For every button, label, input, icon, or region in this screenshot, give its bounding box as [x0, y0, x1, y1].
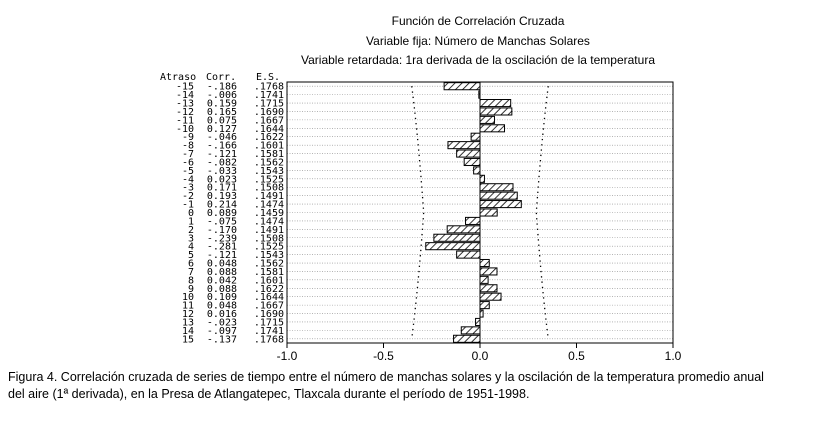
se-label: .1543	[253, 250, 284, 262]
se-label: .1581	[253, 149, 284, 161]
x-tick-label: -1.0	[276, 349, 298, 363]
se-label: .1622	[253, 283, 284, 295]
corr-label: 0.171	[206, 182, 237, 194]
se-label: .1508	[253, 233, 284, 245]
lag-label: -11	[175, 115, 194, 127]
lag-label: -13	[175, 98, 194, 110]
bar	[474, 167, 480, 174]
lag-label: -7	[181, 149, 194, 161]
bar	[480, 268, 497, 275]
se-label: .1508	[253, 182, 284, 194]
lag-label: 1	[187, 216, 194, 228]
se-label: .1491	[253, 191, 284, 203]
se-label: .1741	[253, 90, 284, 102]
se-label: .1459	[253, 208, 284, 219]
corr-label: -.281	[206, 241, 237, 253]
bar	[480, 209, 497, 216]
lag-label: 2	[187, 224, 194, 236]
se-label: .1741	[253, 325, 284, 337]
lag-label: 11	[181, 300, 194, 312]
corr-label: -.075	[206, 216, 237, 228]
corr-label: 0.159	[206, 98, 237, 110]
corr-label: -.023	[206, 317, 237, 329]
bar	[464, 158, 480, 165]
se-label: .1525	[253, 241, 284, 253]
se-label: .1543	[253, 165, 284, 177]
corr-label: -.121	[206, 149, 237, 161]
lag-label: -12	[175, 106, 194, 118]
corr-label: -.046	[206, 132, 237, 144]
lag-label: -8	[181, 140, 194, 152]
lag-label: 13	[181, 317, 194, 329]
bar	[480, 293, 501, 300]
lag-label: 5	[187, 250, 194, 262]
corr-label: -.033	[206, 165, 237, 177]
bar	[448, 142, 480, 149]
bar	[471, 133, 480, 140]
lag-label: 14	[181, 325, 194, 337]
corr-label: 0.127	[206, 123, 237, 135]
bar	[480, 302, 489, 309]
se-label: .1525	[253, 174, 284, 186]
lag-label: 6	[187, 258, 194, 270]
corr-label: 0.048	[206, 300, 237, 312]
bar	[480, 108, 512, 115]
chart-subtitle-lagged: Variable retardada: 1ra derivada de la oscilación de la temperatura	[301, 53, 655, 67]
se-label: .1715	[253, 98, 284, 110]
corr-label: 0.016	[206, 309, 237, 321]
lag-label: 0	[187, 208, 194, 219]
bar	[466, 217, 480, 224]
corr-label: -.006	[206, 90, 237, 102]
x-tick-label: 0.0	[471, 349, 489, 363]
se-label: .1491	[253, 224, 284, 236]
se-label: .1644	[253, 123, 284, 135]
lag-label: -2	[181, 191, 194, 203]
caption-line-2: del aire (1ª derivada), en la Presa de Atlangatepec, Tlaxcala durante el período de 1951-1998.	[8, 387, 530, 401]
lag-label: 8	[187, 275, 194, 287]
corr-label: 0.088	[206, 283, 237, 295]
lag-label: 15	[181, 334, 194, 346]
lag-label: -10	[175, 123, 194, 135]
header-lag: Atraso	[160, 72, 197, 83]
bar	[434, 234, 480, 241]
corr-label: 0.165	[206, 106, 237, 118]
se-label: .1768	[253, 81, 284, 93]
bar	[480, 175, 484, 182]
lag-label: 9	[187, 283, 194, 295]
lag-label: 3	[187, 233, 194, 245]
corr-label: 0.109	[206, 292, 237, 304]
bar	[426, 243, 480, 250]
se-label: .1601	[253, 275, 284, 287]
corr-label: 0.023	[206, 174, 237, 186]
lag-label: 7	[187, 266, 194, 278]
caption-line-1: Figura 4. Correlación cruzada de series de tiempo entre el número de manchas solares y la oscilación de la temperatura promedio anual	[8, 370, 764, 384]
se-label: .1768	[253, 334, 284, 346]
corr-label: 0.088	[206, 266, 237, 278]
lag-label: 10	[181, 292, 194, 304]
bar	[479, 91, 480, 98]
header-corr: Corr.	[206, 72, 237, 83]
se-label: .1667	[253, 115, 284, 127]
bar	[480, 259, 489, 266]
bar	[480, 125, 505, 132]
corr-label: -.239	[206, 233, 237, 245]
corr-label: 0.042	[206, 275, 237, 287]
se-label: .1690	[253, 309, 284, 321]
lag-label: -1	[181, 199, 194, 211]
corr-label: -.137	[206, 334, 237, 346]
chart-subtitle-fixed: Variable fija: Número de Manchas Solares	[366, 34, 590, 48]
corr-label: 0.075	[206, 115, 237, 127]
se-label: .1474	[253, 199, 284, 211]
figure-caption	[8, 369, 834, 403]
x-axis	[277, 343, 682, 363]
se-label: .1562	[253, 258, 284, 270]
bar	[480, 192, 517, 199]
bar	[444, 83, 480, 90]
corr-label: -.166	[206, 140, 237, 152]
header-se: E.S.	[256, 72, 281, 83]
bar	[447, 226, 480, 233]
lag-label: -5	[181, 165, 194, 177]
corr-label: -.097	[206, 325, 237, 337]
se-label: .1715	[253, 317, 284, 329]
corr-label: 0.193	[206, 191, 237, 203]
se-label: .1581	[253, 266, 284, 278]
se-label: .1474	[253, 216, 284, 228]
lag-label: -3	[181, 182, 194, 194]
chart-title: Función de Correlación Cruzada	[391, 14, 565, 28]
corr-label: -.186	[206, 81, 237, 93]
lag-label: 4	[187, 241, 194, 253]
bar	[480, 100, 511, 107]
x-tick-label: 0.5	[568, 349, 585, 363]
corr-label: 0.214	[206, 199, 237, 211]
lag-label: -14	[175, 90, 194, 102]
lag-label: 12	[181, 309, 194, 321]
corr-label: 0.048	[206, 258, 237, 270]
corr-label: -.121	[206, 250, 237, 262]
se-label: .1690	[253, 106, 284, 118]
corr-label: 0.089	[206, 208, 237, 219]
lag-label: -6	[181, 157, 194, 169]
se-label: .1562	[253, 157, 284, 169]
lag-label: -15	[175, 81, 194, 93]
x-tick-label: 1.0	[664, 349, 682, 363]
bar	[461, 327, 480, 334]
se-label: .1667	[253, 300, 284, 312]
bar	[480, 184, 513, 191]
bar	[457, 150, 480, 157]
bar	[480, 201, 521, 208]
corr-label: -.082	[206, 157, 237, 169]
corr-label: -.170	[206, 224, 237, 236]
bar	[480, 116, 494, 123]
bar	[476, 318, 480, 325]
bar	[480, 276, 488, 283]
bar	[454, 335, 480, 342]
lag-label: -9	[181, 132, 194, 144]
lag-label: -4	[181, 174, 194, 186]
x-tick-label: -0.5	[373, 349, 394, 363]
se-label: .1601	[253, 140, 284, 152]
bar	[457, 251, 480, 258]
row-labels	[176, 82, 284, 346]
se-label: .1644	[253, 292, 284, 304]
bar	[480, 285, 497, 292]
se-label: .1622	[253, 132, 284, 144]
bar	[480, 310, 483, 317]
